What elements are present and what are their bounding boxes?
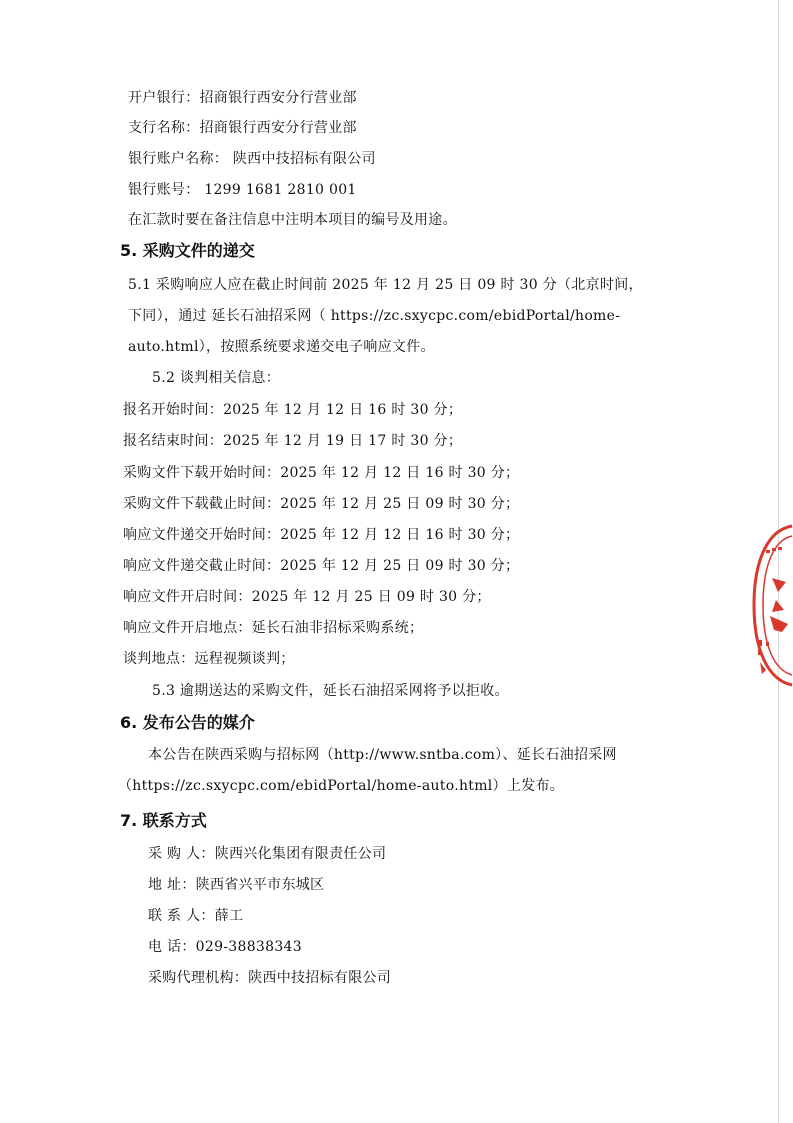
section-6-heading: 6. 发布公告的媒介: [120, 713, 255, 732]
open-bank-line: 开户银行：招商银行西安分行营业部: [128, 90, 357, 106]
schedule-item: 谈判地点：远程视频谈判；: [123, 651, 295, 667]
purchaser-line: 采 购 人：陕西兴化集团有限责任公司: [148, 846, 387, 862]
section-5-1-line-2: 下同），通过 延长石油招采网（ https://zc.sxycpc.com/ebidPortal/home-: [128, 308, 621, 324]
schedule-item: 响应文件递交截止时间：2025 年 12 月 25 日 09 时 30 分；: [123, 558, 520, 574]
contact-person-line: 联 系 人：薛工: [148, 908, 244, 924]
schedule-item: 报名结束时间：2025 年 12 月 19 日 17 时 30 分；: [123, 433, 463, 449]
branch-name-line: 支行名称：招商银行西安分行营业部: [128, 120, 357, 136]
seal-stamp-icon: [748, 520, 793, 690]
account-number-line: 银行账号： 1299 1681 2810 001: [128, 182, 357, 198]
procurement-agency-line: 采购代理机构：陕西中技招标有限公司: [148, 970, 392, 986]
schedule-item: 响应文件递交开始时间：2025 年 12 月 12 日 16 时 30 分；: [123, 527, 520, 543]
section-5-1-line-1: 5.1 采购响应人应在截止时间前 2025 年 12 月 25 日 09 时 30 分（北京时间，: [128, 277, 643, 293]
schedule-item: 响应文件开启地点：延长石油非招标采购系统；: [123, 620, 424, 636]
section-5-3-line: 5.3 逾期送达的采购文件，延长石油招采网将予以拒收。: [152, 683, 509, 699]
remittance-remark-line: 在汇款时要在备注信息中注明本项目的编号及用途。: [128, 212, 457, 228]
phone-line: 电 话：029-38838343: [148, 939, 302, 955]
section-7-heading: 7. 联系方式: [120, 811, 207, 830]
section-5-2-title: 5.2 谈判相关信息：: [152, 370, 281, 386]
section-5-heading: 5. 采购文件的递交: [120, 241, 255, 260]
schedule-item: 采购文件下载截止时间：2025 年 12 月 25 日 09 时 30 分；: [123, 496, 520, 512]
section-5-1-line-3: auto.html），按照系统要求递交电子响应文件。: [128, 339, 435, 355]
schedule-item: 采购文件下载开始时间：2025 年 12 月 12 日 16 时 30 分；: [123, 465, 520, 481]
section-6-line-1: 本公告在陕西采购与招标网（http://www.sntba.com）、延长石油招采网: [148, 747, 617, 763]
section-6-line-2: （https://zc.sxycpc.com/ebidPortal/home-auto.html）上发布。: [118, 778, 565, 794]
schedule-item: 响应文件开启时间：2025 年 12 月 25 日 09 时 30 分；: [123, 589, 491, 605]
address-line: 地 址：陕西省兴平市东城区: [148, 877, 325, 893]
schedule-item: 报名开始时间：2025 年 12 月 12 日 16 时 30 分；: [123, 402, 463, 418]
account-name-line: 银行账户名称： 陕西中技招标有限公司: [128, 151, 376, 167]
